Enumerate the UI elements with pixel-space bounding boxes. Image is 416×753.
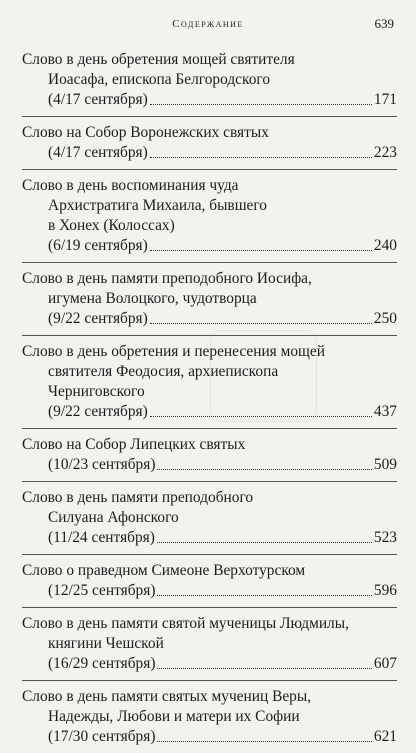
toc-entry-date: (4/17 сентября) [48, 144, 148, 161]
toc-entry[interactable] [22, 614, 397, 680]
dot-leader [157, 594, 371, 596]
toc-entry-date-line [22, 90, 397, 110]
toc-entry-title-continuation: Архистратига Михаила, бывшего [48, 197, 268, 214]
toc-entry-date: (10/23 сентября) [48, 456, 156, 473]
toc-entry-title: Слово в день воспоминания чуда [22, 177, 239, 194]
toc-entry-title: Слово в день памяти преподобного [22, 489, 254, 506]
toc-entry-date-line [22, 727, 397, 747]
dot-leader [150, 103, 372, 105]
toc-entry-date-line [22, 143, 397, 163]
entry-divider [22, 481, 397, 482]
toc-entry-title-continuation: Черниговского [48, 383, 145, 400]
toc-entry-date: (9/22 сентября) [48, 310, 148, 327]
entry-divider [22, 335, 397, 336]
toc-entry-date: (6/19 сентября) [48, 237, 148, 254]
toc-entry-date-line [22, 528, 397, 548]
toc-entry-date: (17/30 сентября) [48, 728, 156, 745]
toc-entry-title-continuation: Надежды, Любови и матери их Софии [48, 708, 300, 725]
toc-entry-date-line [22, 654, 397, 674]
toc-entry-title-continuation: Иоасафа, епископа Белгородского [48, 71, 271, 88]
dot-leader [150, 249, 372, 251]
toc-entry-date: (11/24 сентября) [48, 529, 155, 546]
dot-leader [150, 156, 372, 158]
toc-entry-date-line [22, 309, 397, 329]
toc-entry-title-continuation: игумена Волоцкого, чудотворца [48, 290, 257, 307]
toc-entry-page-number: 509 [373, 456, 397, 473]
dot-leader [157, 740, 371, 742]
toc-entry-title: Слово на Собор Воронежских святых [22, 124, 269, 141]
toc-entry-title-continuation: Силуана Афонского [48, 509, 179, 526]
toc-entry-page-number: 250 [373, 310, 397, 327]
toc-entry-date: (9/22 сентября) [48, 403, 148, 420]
toc-entry-title: Слово на Собор Липецких святых [22, 436, 246, 453]
toc-entry-title-continuation: святителя Феодосия, архиепископа [48, 363, 279, 380]
entry-divider [22, 428, 397, 429]
toc-entry-title: Слово в день обретения и перенесения мощей [22, 343, 325, 360]
toc-entry-page-number: 223 [373, 144, 397, 161]
toc-entry[interactable] [22, 50, 397, 116]
running-title: Содержание [172, 18, 244, 30]
toc-entry-page-number: 596 [373, 582, 397, 599]
page-number: 639 [374, 16, 394, 31]
toc-entry[interactable] [22, 687, 397, 753]
toc-entry-title: Слово о праведном Симеоне Верхотурском [22, 562, 306, 579]
dot-leader [150, 322, 372, 324]
dot-leader [157, 541, 372, 543]
toc-entry-date-line [22, 455, 397, 475]
toc-entry-title: Слово в день памяти преподобного Иосифа, [22, 270, 312, 287]
toc-entry-date-line [22, 402, 397, 422]
entry-divider [22, 607, 397, 608]
toc-entry-title-continuation: в Хонех (Колоссах) [48, 217, 175, 234]
toc-entry[interactable] [22, 176, 397, 262]
toc-entry-page-number: 607 [373, 655, 397, 672]
toc-entry-page-number: 621 [373, 728, 397, 745]
entry-divider [22, 169, 397, 170]
toc-entry-date-line [22, 236, 397, 256]
toc-entry[interactable] [22, 561, 397, 607]
toc-entry-page-number: 171 [373, 91, 397, 108]
entry-divider [22, 554, 397, 555]
dot-leader [157, 667, 371, 669]
toc-entry-page-number: 240 [373, 237, 397, 254]
table-of-contents [22, 50, 397, 753]
toc-entry-page-number: 523 [373, 529, 397, 546]
toc-entry-date-line [22, 581, 397, 601]
toc-entry[interactable] [22, 435, 397, 481]
entry-divider [22, 116, 397, 117]
entry-divider [22, 262, 397, 263]
toc-entry-title: Слово в день памяти святых мучениц Веры, [22, 688, 312, 705]
toc-entry[interactable] [22, 342, 397, 428]
toc-entry-title: Слово в день памяти святой мученицы Людмилы, [22, 615, 349, 632]
dot-leader [157, 468, 371, 470]
toc-entry-page-number: 437 [373, 403, 397, 420]
page-header [0, 18, 416, 36]
toc-entry[interactable] [22, 123, 397, 169]
toc-entry-title: Слово в день обретения мощей святителя [22, 51, 295, 68]
toc-entry-title-continuation: княгини Чешской [48, 635, 164, 652]
toc-entry-date: (12/25 сентября) [48, 582, 156, 599]
toc-entry-date: (16/29 сентября) [48, 655, 156, 672]
toc-entry-date: (4/17 сентября) [48, 91, 148, 108]
entry-divider [22, 680, 397, 681]
toc-entry[interactable] [22, 488, 397, 554]
dot-leader [150, 415, 372, 417]
toc-entry[interactable] [22, 269, 397, 335]
